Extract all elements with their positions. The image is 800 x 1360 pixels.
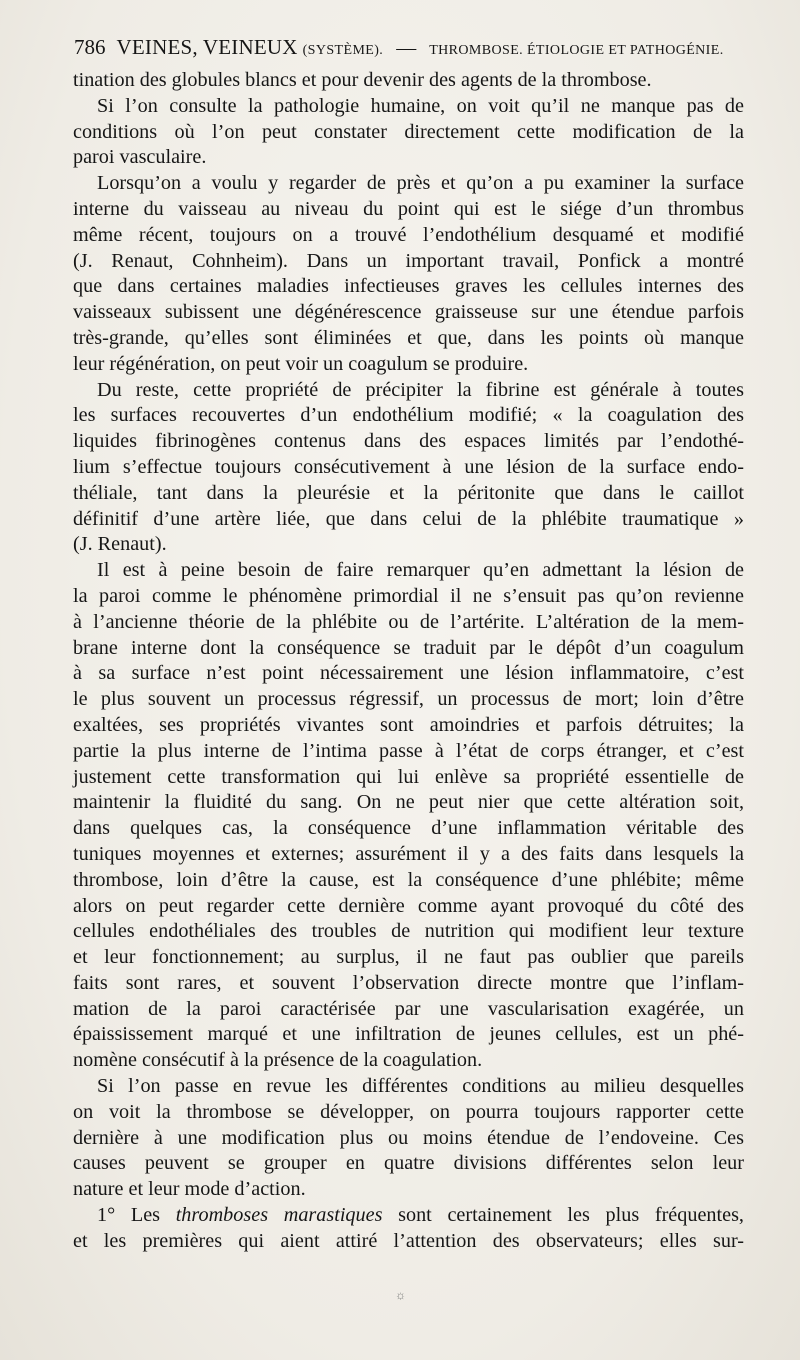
text-line: maintenir la fluidité du sang. On ne peut nier que cette altération soit, bbox=[73, 791, 744, 814]
text-line: le plus souvent un processus régressif, un processus de mort; loin d’être bbox=[73, 688, 744, 711]
text-line: dernière à une modification plus ou moins étendue de l’endoveine. Ces bbox=[73, 1126, 744, 1149]
text-line: interne du vaisseau au niveau du point qui est le siége d’un thrombus bbox=[73, 197, 744, 220]
text-line: nature et leur mode d’action. bbox=[73, 1178, 306, 1201]
text-line: leur régénération, on peut voir un coagulum se produire. bbox=[73, 352, 529, 375]
text-line: Lorsqu’on a voulu y regarder de près et qu’on a pu examiner la surface bbox=[97, 172, 744, 195]
text-line: épaississement marqué et une infiltration de jeunes cellules, est un phé- bbox=[73, 1023, 744, 1046]
text-line: vaisseaux subissent une dégénérescence graisseuse sur une étendue parfois bbox=[73, 301, 744, 324]
text-line: tination des globules blancs et pour devenir des agents de la thrombose. bbox=[73, 69, 652, 91]
text-line: théliale, tant dans la pleurésie et la péritonite que dans le caillot bbox=[73, 481, 744, 504]
text-line: définitif d’une artère liée, que dans celui de la phlébite traumatique » bbox=[73, 507, 744, 530]
text-line: très-grande, qu’elles sont éliminées et que, dans les points où manque bbox=[73, 326, 744, 349]
enum-rest: sont certainement les plus fréquentes, bbox=[382, 1204, 744, 1227]
text-line: les surfaces recouvertes d’un endothélium modifié; « la coagulation des bbox=[73, 404, 744, 427]
text-line: faits sont rares, et souvent l’observation directe montre que l’inflam- bbox=[73, 971, 744, 994]
text-line: la paroi comme le phénomène primordial il ne s’ensuit pas qu’on revienne bbox=[73, 584, 744, 607]
text-line: à l’ancienne théorie de la phlébite ou de l’artérite. L’altération de la mem- bbox=[73, 610, 744, 633]
text-line: et leur fonctionnement; au surplus, il ne faut pas oublier que pareils bbox=[73, 946, 744, 969]
italic-term: thromboses marastiques bbox=[175, 1204, 383, 1227]
text-line: causes peuvent se grouper en quatre divisions différentes selon leur bbox=[73, 1152, 744, 1175]
body-text bbox=[73, 68, 744, 1255]
page-number: 786 bbox=[74, 35, 106, 59]
text-line: justement cette transformation qui lui enlève sa propriété essentielle de bbox=[73, 765, 744, 788]
text-line-with-italic bbox=[73, 1203, 744, 1229]
enum-lead: 1° Les bbox=[97, 1204, 176, 1227]
text-line: cellules endothéliales des troubles de nutrition qui modifient leur texture bbox=[73, 920, 744, 943]
footer-mark: ☼ bbox=[395, 1288, 406, 1302]
text-line: (J. Renaut, Cohnheim). Dans un important travail, Ponfick a montré bbox=[73, 249, 744, 272]
text-line: exaltées, ses propriétés vivantes sont amoindries et parfois détruites; la bbox=[73, 713, 744, 736]
text-line: partie la plus interne de l’intima passe à l’état de corps étranger, et c’est bbox=[73, 739, 744, 762]
text-line: dans quelques cas, la conséquence d’une inflammation véritable des bbox=[73, 817, 744, 840]
text-line: brane interne dont la conséquence se traduit par le dépôt d’un coagulum bbox=[73, 636, 744, 659]
header-title: VEINES, VEINEUX bbox=[116, 35, 298, 59]
text-line: alors on peut regarder cette dernière comme ayant provoqué du côté des bbox=[73, 894, 744, 917]
header-dash: — bbox=[396, 37, 417, 59]
text-line: même récent, toujours on a trouvé l’endothélium desquamé et modifié bbox=[73, 223, 744, 246]
text-line: nomène consécutif à la présence de la coagulation. bbox=[73, 1049, 483, 1072]
text-line: Du reste, cette propriété de précipiter la fibrine est générale à toutes bbox=[97, 378, 744, 401]
header-section: THROMBOSE. ÉTIOLOGIE ET PATHOGÉNIE. bbox=[429, 43, 724, 58]
text-line: liquides fibrinogènes contenus dans des espaces limités par l’endothé- bbox=[73, 430, 744, 453]
text-line: conditions où l’on peut constater directement cette modification de la bbox=[73, 120, 744, 143]
text-line: paroi vasculaire. bbox=[73, 146, 207, 169]
running-header bbox=[74, 30, 754, 64]
text-line: à sa surface n’est point nécessairement une lésion inflammatoire, c’est bbox=[73, 662, 744, 685]
text-line: tuniques moyennes et externes; assurément il y a des faits dans lesquels la bbox=[73, 842, 744, 865]
text-line: Si l’on passe en revue les différentes conditions au milieu desquelles bbox=[97, 1075, 744, 1098]
header-system: (SYSTÈME). bbox=[302, 43, 384, 58]
text-line: on voit la thrombose se développer, on pourra toujours rapporter cette bbox=[73, 1100, 744, 1123]
text-line: lium s’effectue toujours consécutivement à une lésion de la surface endo- bbox=[73, 455, 744, 478]
text-line: Il est à peine besoin de faire remarquer qu’en admettant la lésion de bbox=[97, 559, 744, 582]
text-line: mation de la paroi caractérisée par une vascularisation exagérée, un bbox=[73, 997, 744, 1020]
text-line: (J. Renaut). bbox=[73, 533, 167, 556]
text-line: thrombose, loin d’être la cause, est la conséquence d’une phlébite; même bbox=[73, 868, 744, 891]
text-line: Si l’on consulte la pathologie humaine, on voit qu’il ne manque pas de bbox=[97, 94, 744, 117]
text-line: et les premières qui aient attiré l’attention des observateurs; elles sur- bbox=[73, 1229, 744, 1252]
text-line: que dans certaines maladies infectieuses graves les cellules internes des bbox=[73, 275, 744, 298]
